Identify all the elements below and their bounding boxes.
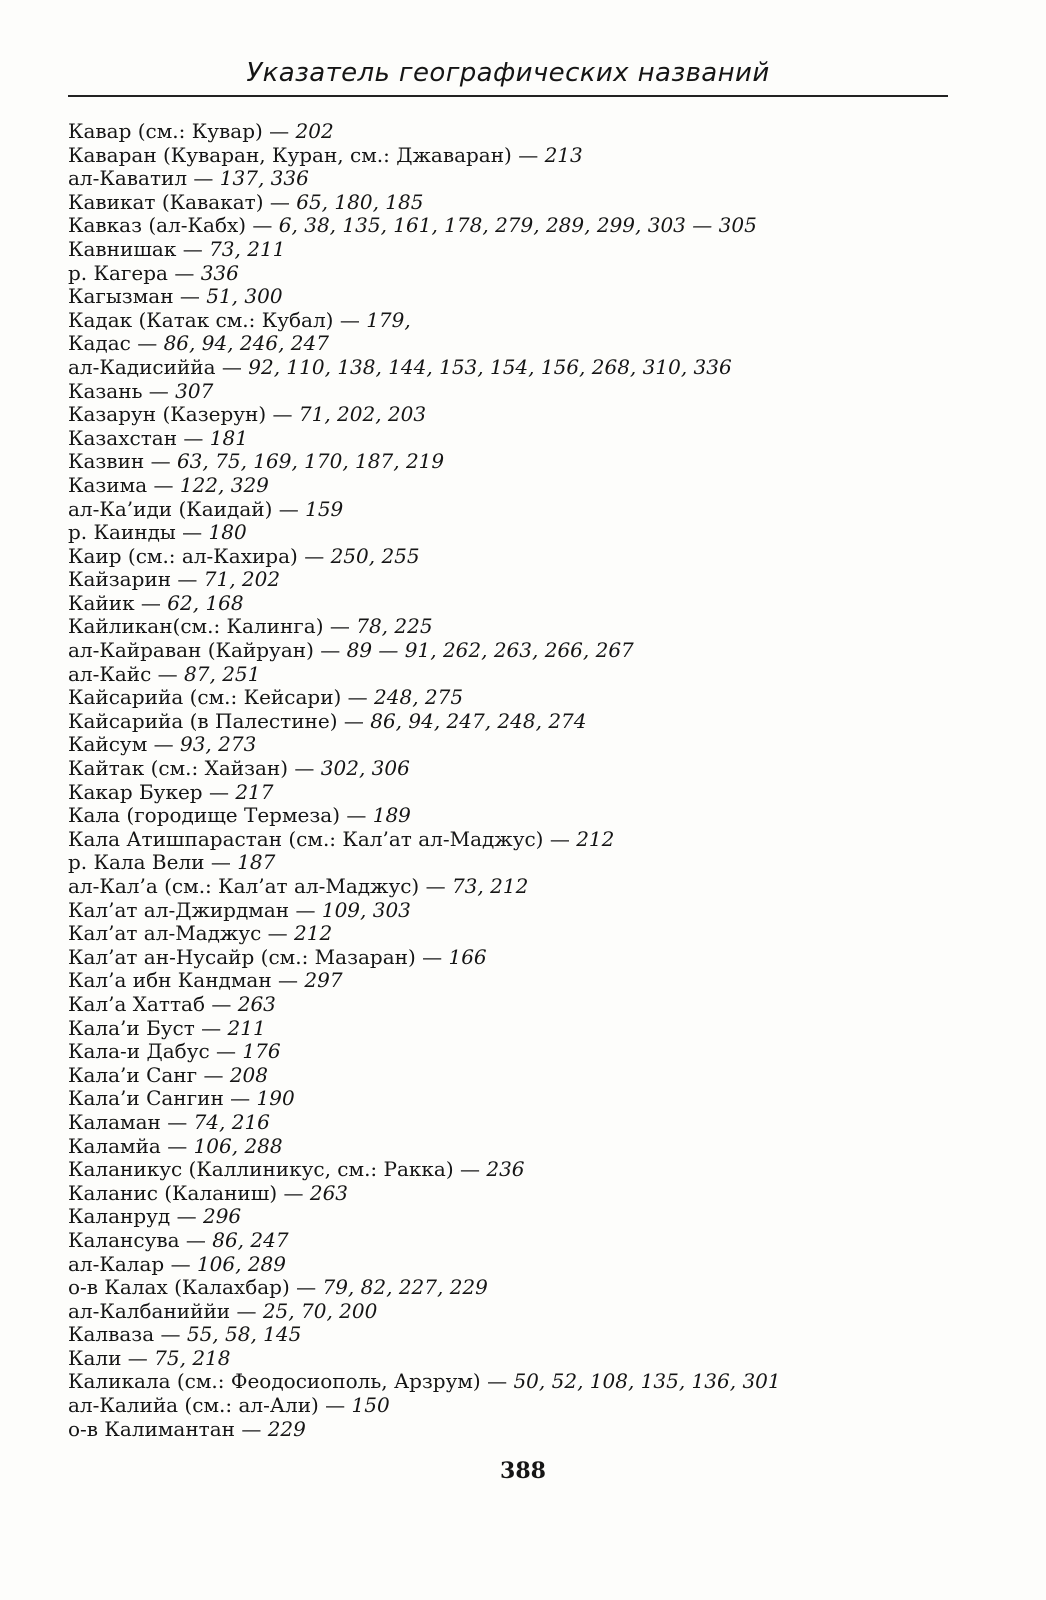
entry-name: о-в Калах (Калахбар) —	[68, 1275, 317, 1300]
index-entry	[68, 568, 948, 592]
entry-name: Каланис (Каланиш) —	[68, 1180, 304, 1205]
entry-pages: 62, 168	[167, 590, 244, 615]
index-entry	[68, 1158, 948, 1182]
entry-name: Кал’а Хаттаб —	[68, 991, 232, 1016]
entry-pages: 55, 58, 145	[186, 1322, 302, 1347]
index-entry	[68, 1040, 948, 1064]
entry-pages: 187	[237, 850, 276, 875]
entry-name: Казима —	[68, 472, 174, 497]
entry-name: Казарун (Казерун) —	[68, 402, 293, 427]
index-entry	[68, 733, 948, 757]
index-entry	[68, 1229, 948, 1253]
entry-name: р. Кала Вели —	[68, 850, 231, 875]
index-entry	[68, 922, 948, 946]
entry-pages: 179,	[366, 307, 411, 332]
entry-name: Кавнишак —	[68, 236, 203, 261]
entry-pages: 159	[305, 496, 344, 521]
index-entry	[68, 875, 948, 899]
entry-pages: 180	[208, 520, 247, 545]
entry-pages: 51, 300	[206, 284, 283, 309]
index-entry	[68, 1182, 948, 1206]
entry-pages: 6, 38, 135, 161, 178, 279, 289, 299, 303 — 305	[278, 213, 757, 238]
entry-pages: 78, 225	[356, 614, 433, 639]
entry-pages: 181	[209, 425, 248, 450]
index-entry	[68, 1111, 948, 1135]
index-entry	[68, 1087, 948, 1111]
index-entry	[68, 663, 948, 687]
entry-pages: 25, 70, 200	[262, 1298, 378, 1323]
entry-name: Кайик —	[68, 590, 161, 615]
entry-name: Каламан —	[68, 1109, 188, 1134]
index-entry	[68, 710, 948, 734]
index-entry	[68, 403, 948, 427]
entry-name: Кала-и Дабус —	[68, 1039, 237, 1064]
entry-pages: 263	[237, 991, 276, 1016]
index-entry	[68, 1323, 948, 1347]
index-entry	[68, 214, 948, 238]
index-entry	[68, 899, 948, 923]
index-entry	[68, 1370, 948, 1394]
entry-pages: 236	[486, 1157, 525, 1182]
index-entry	[68, 332, 948, 356]
entry-pages: 86, 94, 246, 247	[163, 331, 329, 356]
entry-pages: 336	[200, 260, 239, 285]
entry-pages: 212	[576, 826, 615, 851]
entry-pages: 250, 255	[330, 543, 420, 568]
entry-name: Калансува —	[68, 1227, 206, 1252]
index-entry	[68, 946, 948, 970]
entry-pages: 71, 202	[203, 567, 281, 592]
entry-name: ал-Кайраван (Кайруан) —	[68, 638, 341, 663]
index-entry	[68, 474, 948, 498]
entry-pages: 65, 180, 185	[296, 189, 424, 214]
entry-name: ал-Калар —	[68, 1251, 191, 1276]
entry-name: Кала Атишпарастан (см.: Кал’ат ал-Маджус) —	[68, 826, 570, 851]
index-entry	[68, 167, 948, 191]
entry-name: р. Каинды —	[68, 520, 203, 545]
entry-pages: 73, 211	[209, 236, 286, 261]
entry-name: Казвин —	[68, 449, 171, 474]
entry-pages: 63, 75, 169, 170, 187, 219	[176, 449, 445, 474]
entry-name: Кал’ат ан-Нусайр (см.: Мазаран) —	[68, 944, 443, 969]
entry-name: р. Кагера —	[68, 260, 195, 285]
entry-pages: 79, 82, 227, 229	[322, 1275, 488, 1300]
index-entry	[68, 191, 948, 215]
entry-name: Кали —	[68, 1345, 148, 1370]
entry-name: Каланруд —	[68, 1204, 197, 1229]
index-entry	[68, 828, 948, 852]
index-entry	[68, 969, 948, 993]
entry-name: Кала (городище Термеза) —	[68, 803, 367, 828]
index-entry	[68, 1276, 948, 1300]
index-entry	[68, 1135, 948, 1159]
entry-name: ал-Кайс —	[68, 661, 178, 686]
index-entry	[68, 757, 948, 781]
index-entry	[68, 1253, 948, 1277]
entry-name: ал-Кадисиййа —	[68, 354, 242, 379]
index-entry	[68, 521, 948, 545]
entry-name: Кайликан(см.: Калинга) —	[68, 614, 350, 639]
entry-pages: 75, 218	[154, 1345, 231, 1370]
index-entry	[68, 356, 948, 380]
index-entry	[68, 592, 948, 616]
index-entry	[68, 309, 948, 333]
entry-name: Кайсарийа (см.: Кейсари) —	[68, 685, 368, 710]
header-rule	[68, 95, 948, 97]
entry-pages: 71, 202, 203	[298, 402, 427, 427]
entry-name: Какар Букер —	[68, 779, 229, 804]
entry-pages: 202	[295, 119, 334, 143]
entry-name: Кавказ (ал-Кабх) —	[68, 213, 273, 238]
entry-name: Калваза —	[68, 1322, 181, 1347]
entry-name: ал-Кал’а (см.: Кал’ат ал-Маджус) —	[68, 874, 446, 898]
entry-pages: 229	[267, 1416, 306, 1441]
entry-name: ал-Каватил —	[68, 166, 214, 191]
entry-pages: 208	[229, 1062, 269, 1087]
index-entry	[68, 686, 948, 710]
index-entry	[68, 144, 948, 168]
index-entry	[68, 427, 948, 451]
index-entry	[68, 1017, 948, 1041]
entry-name: Кал’ат ал-Маджус —	[68, 921, 288, 946]
index-entry	[68, 1205, 948, 1229]
index-entry	[68, 1347, 948, 1371]
entry-pages: 297	[304, 968, 343, 993]
entry-pages: 73, 212	[451, 874, 529, 898]
index-entry	[68, 993, 948, 1017]
entry-pages: 89 — 91, 262, 263, 266, 267	[346, 638, 634, 663]
entry-name: Каликала (см.: Феодосиополь, Арзрум) —	[68, 1369, 508, 1394]
entry-name: Казахстан —	[68, 425, 204, 450]
entry-name: Кавар (см.: Кувар) —	[68, 119, 290, 143]
entry-name: Кадас —	[68, 331, 158, 356]
index-entry	[68, 285, 948, 309]
entry-pages: 109, 303	[321, 897, 411, 922]
entry-name: о-в Калимантан —	[68, 1416, 262, 1441]
entry-name: Каланикус (Каллиникус, см.: Ракка) —	[68, 1157, 480, 1182]
entry-pages: 50, 52, 108, 135, 136, 301	[513, 1369, 781, 1394]
entry-pages: 106, 288	[193, 1133, 283, 1158]
entry-pages: 211	[227, 1015, 266, 1040]
entry-pages: 190	[256, 1086, 295, 1111]
running-header: Указатель географических названий	[246, 58, 770, 88]
entry-pages: 217	[235, 779, 274, 804]
index-entry	[68, 450, 948, 474]
page-number: 388	[500, 1458, 546, 1484]
entry-pages: 296	[202, 1204, 242, 1229]
entry-pages: 87, 251	[184, 661, 261, 686]
entry-pages: 92, 110, 138, 144, 153, 154, 156, 268, 310, 336	[248, 354, 732, 379]
entry-name: ал-Ка’иди (Каидай) —	[68, 496, 299, 521]
entry-pages: 213	[544, 142, 583, 167]
entry-pages: 150	[351, 1393, 390, 1418]
entry-pages: 93, 273	[179, 732, 257, 757]
index-entry	[68, 238, 948, 262]
entry-name: Каламйа —	[68, 1133, 188, 1158]
entry-name: ал-Калбаниййи —	[68, 1298, 257, 1323]
index-entry	[68, 1394, 948, 1418]
index-entry	[68, 545, 948, 569]
index-entry	[68, 120, 948, 144]
index-entry-list	[68, 120, 948, 1441]
entry-name: Каир (см.: ал-Кахира) —	[68, 543, 325, 568]
index-entry	[68, 498, 948, 522]
entry-pages: 248, 275	[374, 685, 464, 710]
entry-pages: 189	[372, 803, 411, 828]
entry-pages: 74, 216	[193, 1109, 270, 1134]
entry-pages: 263	[309, 1180, 349, 1205]
index-entry	[68, 1418, 948, 1442]
index-entry	[68, 615, 948, 639]
index-entry	[68, 781, 948, 805]
entry-name: Кала’и Сангин —	[68, 1086, 251, 1111]
entry-name: Кайзарин —	[68, 567, 198, 592]
entry-pages: 212	[294, 921, 333, 946]
entry-name: Кагызман —	[68, 284, 200, 309]
index-entry	[68, 1300, 948, 1324]
entry-name: Кала’и Санг —	[68, 1062, 224, 1087]
entry-pages: 137, 336	[219, 166, 309, 191]
index-entry	[68, 1064, 948, 1088]
entry-pages: 166	[448, 944, 487, 969]
entry-pages: 106, 289	[196, 1251, 286, 1276]
entry-name: Каваран (Куваран, Куран, см.: Джаваран) —	[68, 142, 539, 167]
entry-name: ал-Калийа (см.: ал-Али) —	[68, 1393, 346, 1418]
entry-name: Кайсум —	[68, 732, 174, 757]
entry-pages: 307	[175, 378, 214, 403]
index-entry	[68, 804, 948, 828]
entry-name: Казань —	[68, 378, 169, 403]
index-entry	[68, 851, 948, 875]
entry-pages: 302, 306	[320, 756, 410, 781]
entry-pages: 86, 94, 247, 248, 274	[370, 708, 587, 733]
index-entry	[68, 639, 948, 663]
entry-pages: 86, 247	[212, 1227, 289, 1252]
entry-pages: 176	[242, 1039, 281, 1064]
entry-name: Кайтак (см.: Хайзан) —	[68, 756, 315, 781]
entry-name: Кайсарийа (в Палестине) —	[68, 708, 364, 733]
index-entry	[68, 380, 948, 404]
entry-pages: 122, 329	[179, 472, 269, 497]
entry-name: Кала’и Буст —	[68, 1015, 222, 1040]
entry-name: Кал’а ибн Кандман —	[68, 968, 299, 993]
entry-name: Кал’ат ал-Джирдман —	[68, 897, 316, 922]
entry-name: Кавикат (Кавакат) —	[68, 189, 290, 214]
entry-name: Кадак (Катак см.: Кубал) —	[68, 307, 360, 332]
index-entry	[68, 262, 948, 286]
